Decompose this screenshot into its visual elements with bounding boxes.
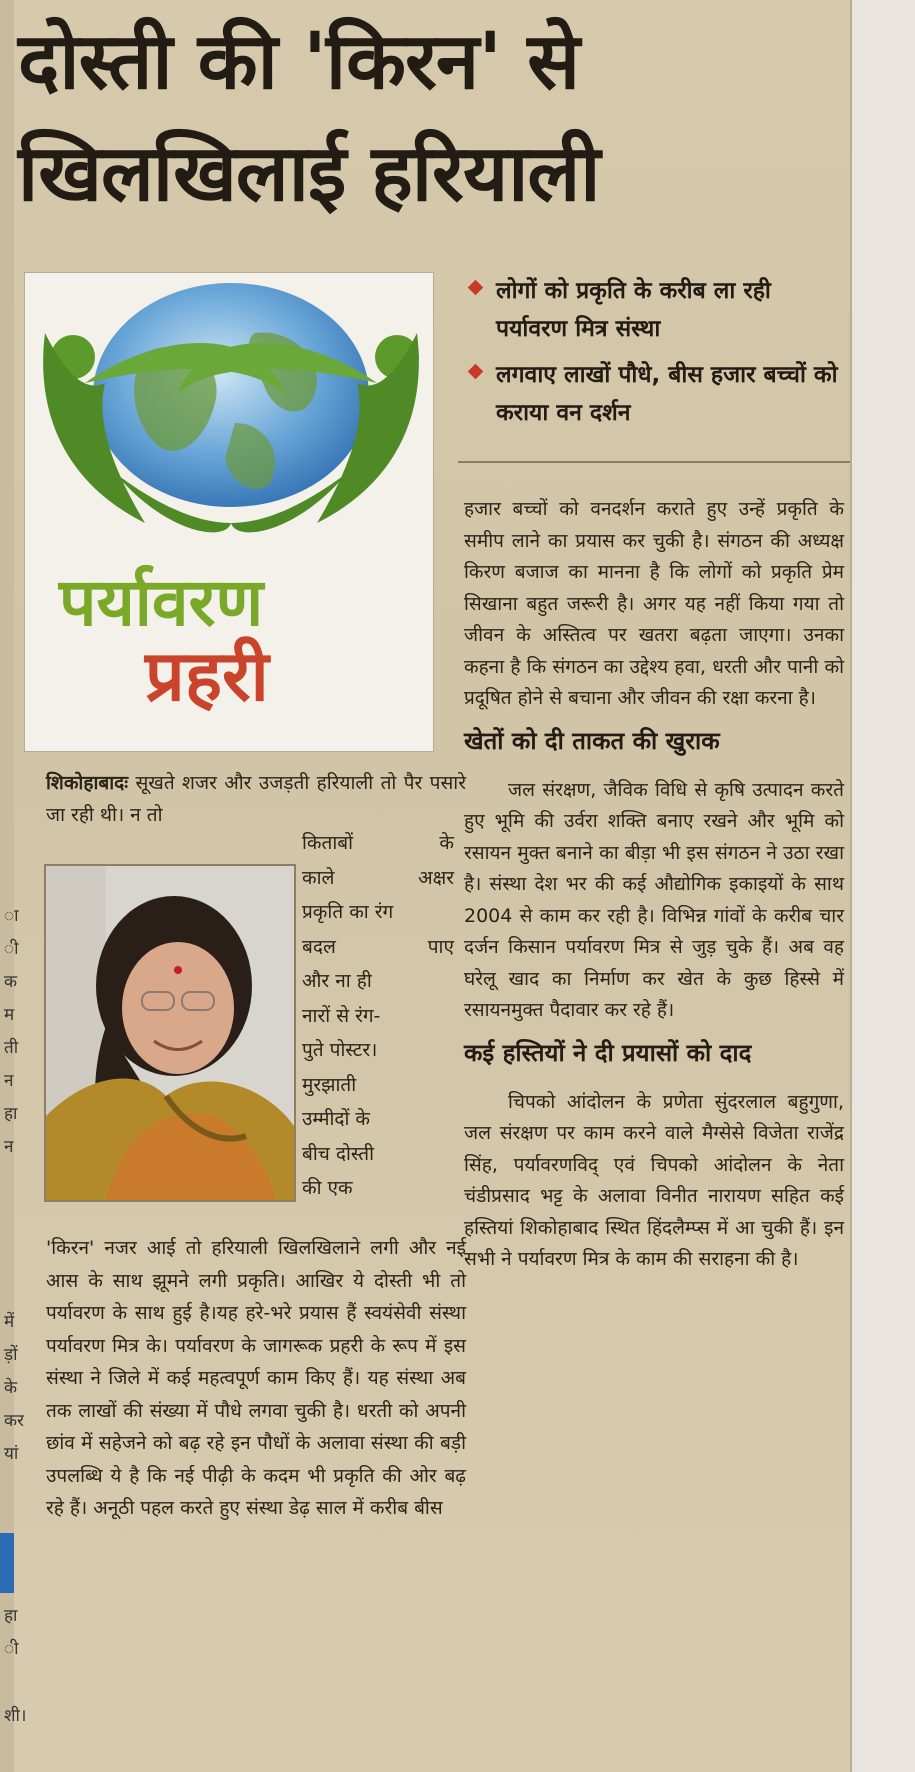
- adjacent-blue-box: [0, 1533, 14, 1593]
- headline-line-2: खिलखिलाई हरियाली: [18, 129, 600, 219]
- kiran-bajaj-photo: [44, 864, 296, 1202]
- right-paragraph-3: चिपको आंदोलन के प्रणेता सुंदरलाल बहुगुणा, जल संरक्षण पर काम करने वाले मैग्सेसे विजेता राजेंद्र सिंह, पर्यावरणविद् एवं चिपको आंदोलन के नेता चंडीप्रसाद भट्ट के अलावा विनीत नारायण सहित कई हस्तियां शिकोहाबाद स्थित हिंदलैम्प्स में आ चुकी हैं। इन सभी ने पर्यावरण मित्र के काम की सराहना की है।: [464, 1090, 844, 1270]
- right-paragraph-1: हजार बच्चों को वनदर्शन कराते हुए उन्हें प्रकृति के समीप लाने का प्रयास कर चुकी है। संगठन की अध्यक्ष किरण बजाज का मानना है कि लोगों को प्रकृति प्रेम सिखाना बहुत जरूरी है। अगर यह नहीं किया गया तो जीवन के अस्तित्व पर खतरा बढ़ता जाएगा। उनका कहना है कि संगठन का उद्देश्य हवा, धरती और पानी को प्रदूषित होने से बचाना और जीवन की रक्षा करना है।: [464, 498, 844, 709]
- bullet-diamond-icon: [468, 364, 484, 380]
- dateline: शिकोहाबादः: [46, 772, 129, 794]
- headline-line-1: दोस्ती की 'किरन' से: [18, 17, 579, 107]
- left-margin: [0, 0, 14, 1772]
- section-divider: [458, 461, 850, 463]
- portrait-image: [46, 866, 294, 1200]
- wrapped-text-beside-photo: किताबों के काले अक्षर प्रकृति का रंग बदल पाए और ना ही नारों से रंग- पुते पोस्टर। मुरझाती उम्मीदों के बीच दोस्ती की एक: [302, 832, 454, 1199]
- left-edge-fragments-upper: ा ी क म ती न हा न: [4, 906, 19, 1157]
- highlight-item: लगवाए लाखों पौधे, बीस हजार बच्चों को कराया वन दर्शन: [462, 356, 847, 432]
- subheading-fields: खेतों को दी ताकत की खुराक: [464, 726, 720, 755]
- left-body-paragraph: 'किरन' नजर आई तो हरियाली खिलखिलाने लगी और नई आस के साथ झूमने लगी प्रकृति। आखिर ये दोस्ती भी तो पर्यावरण के साथ हुई है।यह हरे-भरे प्रयास हैं स्वयंसेवी संस्था पर्यावरण मित्र के। पर्यावरण के जागरूक प्रहरी के रूप में इस संस्था ने जिले में कई महत्वपूर्ण काम किए हैं। यह संस्था अब तक लाखों की संख्या में पौधे लगवा चुकी है। धरती को अपनी छांव में सहेजने को बढ़ रहे इन पौधों के अलावा संस्था की बड़ी उपलब्धि ये है कि नई पीढ़ी के कदम भी प्रकृति की ओर बढ़ रहे हैं। अनूठी पहल करते हुए संस्था डेढ़ साल में करीब बीस: [46, 1237, 466, 1519]
- bullet-diamond-icon: [468, 280, 484, 296]
- right-column: [464, 494, 844, 1276]
- left-edge-fragments-lower: में ड़ों के कर यां: [4, 1312, 25, 1464]
- logo-word-prahari: प्रहरी: [145, 635, 269, 717]
- highlight-item: लोगों को प्रकृति के करीब ला रही पर्यावरण मित्र संस्था: [462, 272, 847, 348]
- highlights-list: [462, 272, 847, 440]
- left-edge-fragments-bottom: हा ी शी।: [4, 1606, 27, 1726]
- left-column-body: [46, 1232, 466, 1525]
- right-paragraph-2: जल संरक्षण, जैविक विधि से कृषि उत्पादन करते हुए भूमि की उर्वरा शक्ति बनाए रखने और भूमि को रसायन मुक्त बनाने का बीड़ा भी इस संगठन ने उठा रखा है। संस्था देश भर की कई औद्योगिक इकाइयों के साथ 2004 से काम कर रही है। विभिन्न गांवों के करीब चार दर्जन किसान पर्यावरण मित्र से जुड़ चुके हैं। अब वह घरेलू खाद का निर्माण कर खेत के कुछ हिस्से में रसायनमुक्त पैदावार कर रहे हैं।: [464, 778, 844, 1021]
- paryavaran-prahari-logo: [24, 272, 434, 752]
- subheading-celebrities: कई हस्तियों ने दी प्रयासों को दाद: [464, 1038, 752, 1067]
- logo-word-paryavaran: पर्यावरण: [59, 564, 264, 641]
- left-column-intro: [46, 768, 466, 831]
- headline: [18, 6, 838, 230]
- adjacent-page-edge: [850, 0, 915, 1772]
- intro-text: सूखते शजर और उजड़ती हरियाली तो पैर पसारे जा रही थी। न तो: [46, 772, 466, 826]
